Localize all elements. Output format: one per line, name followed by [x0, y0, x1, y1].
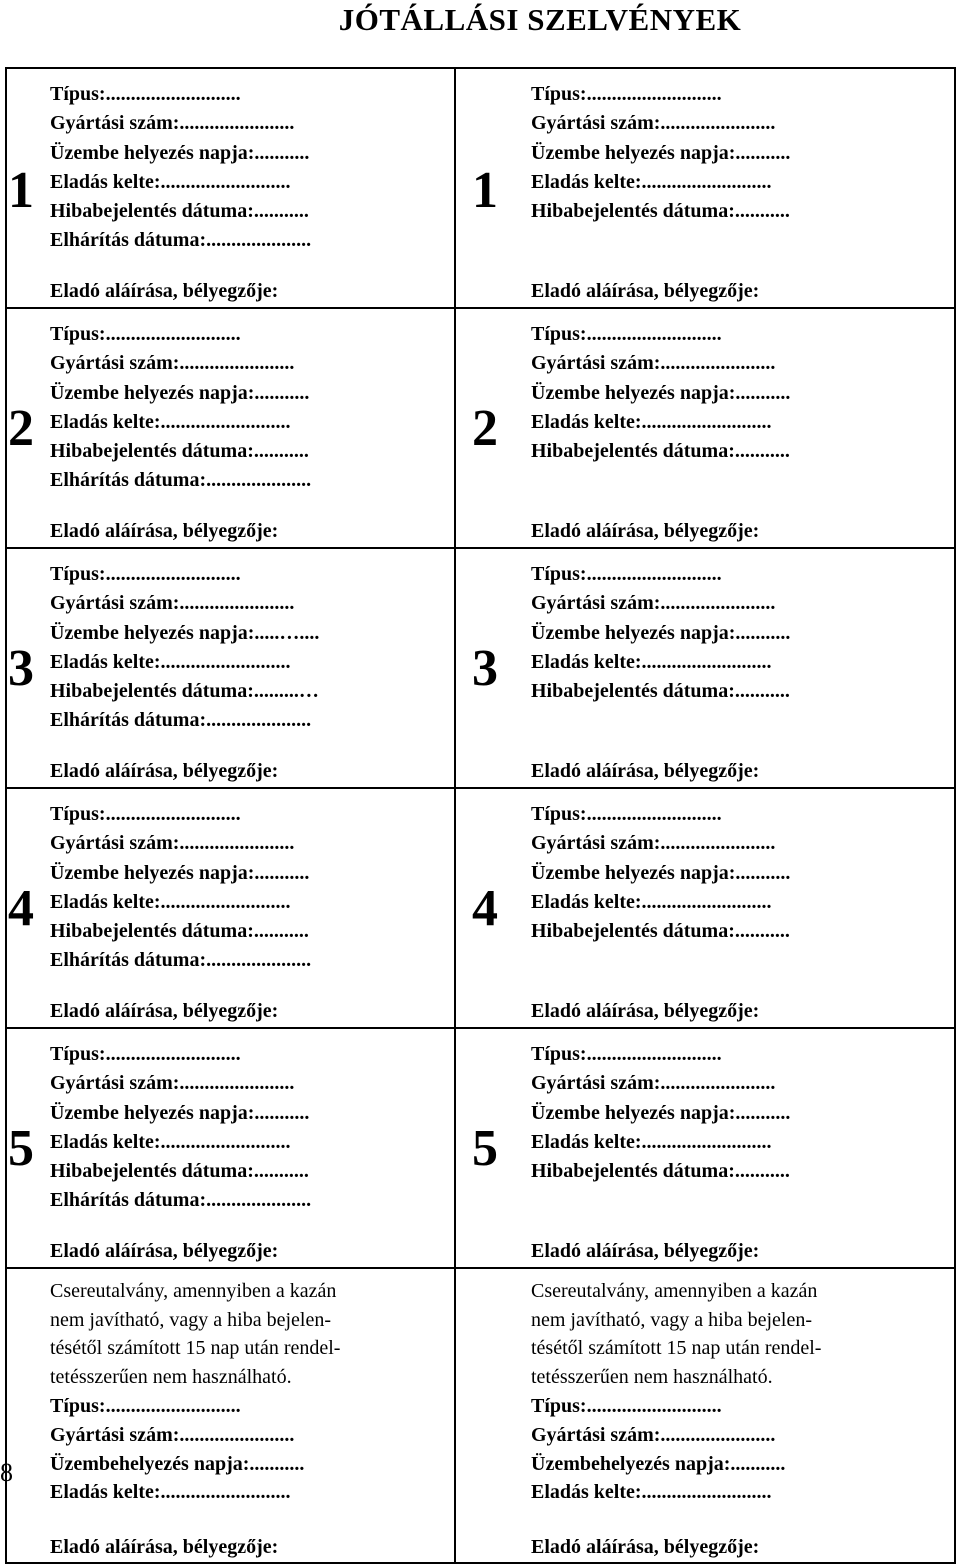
- voucher-note-line: tetésszerűen nem használható.: [50, 1365, 292, 1388]
- field-eladas-kelte: Eladás kelte:..........................: [50, 1130, 291, 1153]
- field-tipus: Típus:...........................: [50, 563, 241, 585]
- seller-signature-field: Eladó aláírása, bélyegzője:: [50, 1000, 279, 1022]
- field-gyartasi-szam: Gyártási szám:.......................: [50, 1423, 295, 1446]
- coupon-right-2: [456, 307, 956, 547]
- field-uzembe-helyezes: Üzembe helyezés napja:...........: [531, 381, 791, 404]
- field-uzembe-helyezes: Üzembe helyezés napja:...........: [50, 381, 310, 404]
- field-tipus: Típus:...........................: [50, 1395, 241, 1417]
- field-eladas-kelte: Eladás kelte:..........................: [50, 170, 291, 193]
- row-divider: [5, 1267, 956, 1269]
- field-hibabejelentes: Hibabejelentés dátuma:...........: [531, 920, 790, 943]
- field-gyartasi-szam: Gyártási szám:.......................: [50, 832, 295, 855]
- field-elharitas: Elhárítás dátuma:.....................: [50, 469, 312, 492]
- coupon-right-3: [456, 547, 956, 787]
- coupon-right-5: [456, 1027, 956, 1267]
- voucher-note: [531, 1277, 821, 1391]
- seller-signature-field: Eladó aláírása, bélyegzője:: [50, 760, 279, 782]
- field-eladas-kelte: Eladás kelte:..........................: [531, 410, 772, 433]
- field-elharitas: Elhárítás dátuma:.....................: [50, 229, 312, 252]
- field-uzembe-helyezes: Üzembe helyezés napja:...........: [50, 1101, 310, 1124]
- field-uzembehelyezes: Üzembehelyezés napja:...........: [531, 1452, 786, 1475]
- coupon-left-3: [0, 547, 454, 787]
- field-elharitas: Elhárítás dátuma:.....................: [50, 709, 312, 732]
- field-hibabejelentes: Hibabejelentés dátuma:.........…: [50, 680, 319, 703]
- field-hibabejelentes: Hibabejelentés dátuma:...........: [50, 920, 309, 943]
- coupon-fields: [531, 800, 790, 946]
- field-uzembehelyezes: Üzembehelyezés napja:...........: [50, 1452, 305, 1475]
- field-uzembe-helyezes: Üzembe helyezés napja:...........: [531, 1101, 791, 1124]
- voucher-note: [50, 1277, 340, 1391]
- page-title: JÓTÁLLÁSI SZELVÉNYEK: [338, 2, 742, 37]
- page-number: 8: [0, 1458, 13, 1487]
- field-uzembe-helyezes: Üzembe helyezés napja:...........: [50, 141, 310, 164]
- field-eladas-kelte: Eladás kelte:..........................: [531, 650, 772, 673]
- seller-signature-field: Eladó aláírása, bélyegzője:: [531, 520, 760, 542]
- field-eladas-kelte: Eladás kelte:..........................: [50, 410, 291, 433]
- field-hibabejelentes: Hibabejelentés dátuma:...........: [50, 440, 309, 463]
- coupon-fields: [50, 80, 311, 256]
- field-hibabejelentes: Hibabejelentés dátuma:...........: [50, 200, 309, 223]
- coupon-number: 5: [8, 1120, 34, 1177]
- field-gyartasi-szam: Gyártási szám:.......................: [50, 1072, 295, 1095]
- field-gyartasi-szam: Gyártási szám:.......................: [531, 1423, 776, 1446]
- coupon-number: 2: [472, 400, 498, 457]
- coupon-number: 4: [472, 880, 498, 937]
- voucher-note-line: tésétől számított 15 nap után rendel-: [531, 1337, 822, 1359]
- field-eladas-kelte: Eladás kelte:..........................: [531, 170, 772, 193]
- seller-signature-field: Eladó aláírása, bélyegzője:: [50, 280, 279, 302]
- seller-signature-field: Eladó aláírása, bélyegzője:: [531, 280, 760, 302]
- seller-signature-field: Eladó aláírása, bélyegzője:: [531, 1536, 760, 1558]
- field-gyartasi-szam: Gyártási szám:.......................: [50, 592, 295, 615]
- field-eladas-kelte: Eladás kelte:..........................: [531, 1130, 772, 1153]
- voucher-note-line: Csereutalvány, amennyiben a kazán: [50, 1280, 337, 1302]
- field-tipus: Típus:...........................: [50, 1043, 241, 1065]
- voucher-note-line: Csereutalvány, amennyiben a kazán: [531, 1280, 818, 1302]
- coupon-fields: [531, 320, 790, 466]
- voucher-note-line: nem javítható, vagy a hiba bejelen-: [50, 1308, 332, 1331]
- coupon-fields: [50, 1040, 311, 1216]
- field-tipus: Típus:...........................: [531, 803, 722, 825]
- field-tipus: Típus:...........................: [50, 803, 241, 825]
- field-tipus: Típus:...........................: [531, 323, 722, 345]
- coupon-fields: [531, 560, 790, 706]
- coupon-fields: [50, 800, 311, 976]
- seller-signature-field: Eladó aláírása, bélyegzője:: [531, 760, 760, 782]
- field-gyartasi-szam: Gyártási szám:.......................: [50, 112, 295, 135]
- field-gyartasi-szam: Gyártási szám:.......................: [531, 592, 776, 615]
- field-hibabejelentes: Hibabejelentés dátuma:...........: [531, 680, 790, 703]
- coupon-number: 3: [8, 640, 34, 697]
- voucher-fields: [531, 1392, 785, 1507]
- field-eladas-kelte: Eladás kelte:..........................: [531, 1481, 772, 1504]
- coupon-fields: [50, 560, 319, 736]
- field-tipus: Típus:...........................: [531, 1395, 722, 1417]
- coupon-number: 3: [472, 640, 498, 697]
- field-elharitas: Elhárítás dátuma:.....................: [50, 1189, 312, 1212]
- field-uzembe-helyezes: Üzembe helyezés napja:...........: [531, 621, 791, 644]
- coupon-number: 4: [8, 880, 34, 937]
- voucher-note-line: tetésszerűen nem használható.: [531, 1365, 773, 1388]
- field-uzembe-helyezes: Üzembe helyezés napja:.....…....: [50, 621, 320, 644]
- coupon-left-4: [0, 787, 454, 1027]
- field-eladas-kelte: Eladás kelte:..........................: [50, 890, 291, 913]
- seller-signature-field: Eladó aláírása, bélyegzője:: [50, 1240, 279, 1262]
- voucher-note-line: tésétől számított 15 nap után rendel-: [50, 1337, 341, 1359]
- field-tipus: Típus:...........................: [50, 323, 241, 345]
- field-uzembe-helyezes: Üzembe helyezés napja:...........: [531, 861, 791, 884]
- field-uzembe-helyezes: Üzembe helyezés napja:...........: [50, 861, 310, 884]
- seller-signature-field: Eladó aláírása, bélyegzője:: [50, 1536, 279, 1558]
- field-eladas-kelte: Eladás kelte:..........................: [50, 1481, 291, 1504]
- field-gyartasi-szam: Gyártási szám:.......................: [531, 1072, 776, 1095]
- field-tipus: Típus:...........................: [531, 83, 722, 105]
- field-tipus: Típus:...........................: [50, 83, 241, 105]
- coupon-number: 2: [8, 400, 34, 457]
- field-tipus: Típus:...........................: [531, 563, 722, 585]
- coupon-number: 1: [8, 162, 34, 219]
- field-hibabejelentes: Hibabejelentés dátuma:...........: [50, 1160, 309, 1183]
- field-gyartasi-szam: Gyártási szám:.......................: [531, 352, 776, 375]
- field-elharitas: Elhárítás dátuma:.....................: [50, 949, 312, 972]
- seller-signature-field: Eladó aláírása, bélyegzője:: [531, 1000, 760, 1022]
- coupon-number: 1: [472, 162, 498, 219]
- seller-signature-field: Eladó aláírása, bélyegzője:: [50, 520, 279, 542]
- coupon-left-1: [0, 67, 454, 307]
- field-uzembe-helyezes: Üzembe helyezés napja:...........: [531, 141, 791, 164]
- coupon-right-4: [456, 787, 956, 1027]
- field-tipus: Típus:...........................: [531, 1043, 722, 1065]
- coupon-fields: [531, 1040, 790, 1186]
- field-gyartasi-szam: Gyártási szám:.......................: [531, 832, 776, 855]
- coupon-right-1: [456, 67, 956, 307]
- voucher-note-line: nem javítható, vagy a hiba bejelen-: [531, 1308, 813, 1331]
- coupon-number: 5: [472, 1120, 498, 1177]
- voucher-fields: [50, 1392, 304, 1507]
- field-eladas-kelte: Eladás kelte:..........................: [50, 650, 291, 673]
- field-eladas-kelte: Eladás kelte:..........................: [531, 890, 772, 913]
- coupon-fields: [50, 320, 311, 496]
- field-hibabejelentes: Hibabejelentés dátuma:...........: [531, 200, 790, 223]
- field-hibabejelentes: Hibabejelentés dátuma:...........: [531, 1160, 790, 1183]
- coupon-left-2: [0, 307, 454, 547]
- coupon-fields: [531, 80, 790, 226]
- seller-signature-field: Eladó aláírása, bélyegzője:: [531, 1240, 760, 1262]
- field-gyartasi-szam: Gyártási szám:.......................: [50, 352, 295, 375]
- field-gyartasi-szam: Gyártási szám:.......................: [531, 112, 776, 135]
- coupon-left-5: [0, 1027, 454, 1267]
- field-hibabejelentes: Hibabejelentés dátuma:...........: [531, 440, 790, 463]
